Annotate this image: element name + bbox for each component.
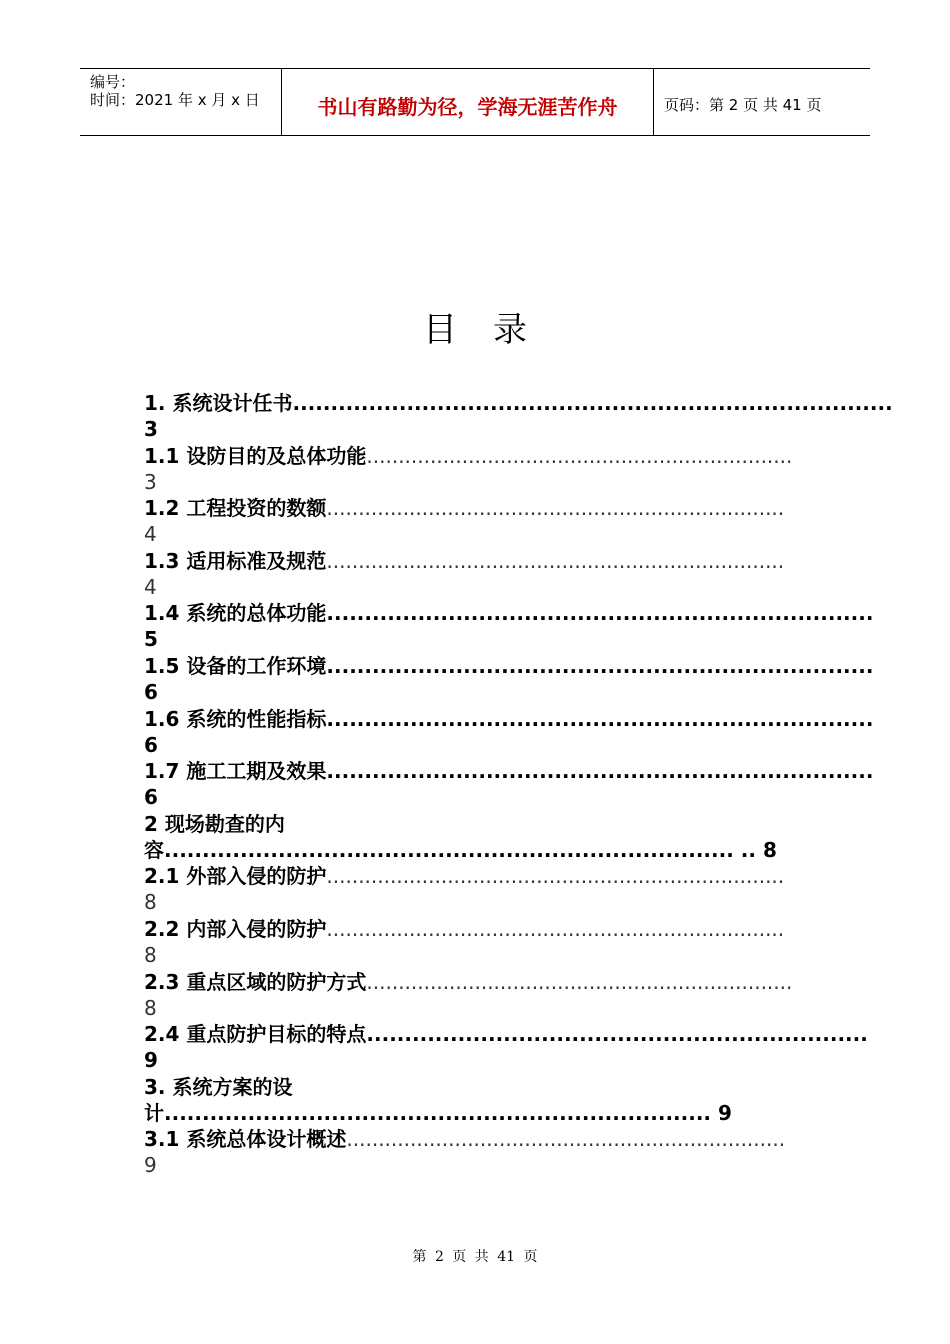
toc-entry[interactable] xyxy=(144,758,874,811)
toc-entry-title-line xyxy=(144,653,874,680)
toc-entry-title-line xyxy=(144,1074,796,1101)
toc-entry-label: 1.7 施工工期及效果 xyxy=(144,759,327,784)
toc-entry[interactable] xyxy=(144,390,893,443)
toc-entry-label: 2.3 重点区域的防护方式 xyxy=(144,969,367,994)
toc-entry-label: 1.3 适用标准及规范 xyxy=(144,548,327,573)
toc-entry-title-line xyxy=(144,706,874,733)
toc-entry[interactable] xyxy=(144,495,804,548)
toc-entry[interactable] xyxy=(144,600,874,653)
header-left-cell xyxy=(80,69,282,135)
toc-entry-leader-dots: ........................................................................ xyxy=(326,916,785,941)
toc-entry-page-number: 4 xyxy=(144,574,157,599)
toc-entry-label: 1.6 系统的性能指标 xyxy=(144,706,327,731)
header-middle-cell xyxy=(282,69,654,135)
toc-entry[interactable] xyxy=(144,706,874,759)
toc-entry-title-line xyxy=(144,969,796,996)
toc-entry-leader-dots: ................................................................... xyxy=(366,443,793,468)
toc-entry-leader-dots: ........................................................................ xyxy=(326,706,874,731)
toc-entry-label: 1. 系统设计任书 xyxy=(144,391,293,415)
toc-entry-page-number: 6 xyxy=(144,785,158,810)
toc-entry-page-number: 4 xyxy=(144,522,157,547)
header-right-cell xyxy=(654,69,870,135)
document-date: 时间：2021 年 x 月 x 日 xyxy=(90,91,260,109)
toc-entry-page-number: 9 xyxy=(144,1153,157,1178)
page-title: 目录 xyxy=(423,310,563,350)
toc-entry-title-line xyxy=(144,390,893,417)
toc-entry-leader-dots: ........................................................................ xyxy=(326,864,785,889)
toc-entry[interactable] xyxy=(144,1074,804,1127)
toc-entry[interactable] xyxy=(144,548,804,601)
toc-entry[interactable] xyxy=(144,916,804,969)
document-number: 编号： xyxy=(90,73,136,91)
toc-entry[interactable] xyxy=(144,863,804,916)
toc-entry-title-line xyxy=(144,863,796,890)
toc-entry-page-number: 3 xyxy=(144,417,158,441)
toc-entry-page-number: 8 xyxy=(144,942,157,967)
toc-entry-page-number: 6 xyxy=(144,679,158,704)
header-motto: 书山有路勤为径，学海无涯苦作舟 xyxy=(317,95,618,119)
toc-entry-label: 2 现场勘查的内 xyxy=(144,811,285,836)
toc-entry-label: 1.1 设防目的及总体功能 xyxy=(144,443,367,468)
toc-entry[interactable] xyxy=(144,653,874,706)
toc-entry[interactable] xyxy=(144,443,804,496)
toc-entry-label: 3.1 系统总体设计概述 xyxy=(144,1127,347,1152)
toc-entry-page-number: 5 xyxy=(144,627,158,652)
toc-entry-leader-dots: ................................................................... xyxy=(366,969,793,994)
toc-entry-title-line xyxy=(144,600,874,627)
toc-entry-label: 2.1 外部入侵的防护 xyxy=(144,864,327,889)
toc-entry-page-number: 9 xyxy=(144,1048,158,1073)
toc-entry-leader-dots: .................................................................. xyxy=(366,1022,868,1047)
toc-entry[interactable] xyxy=(144,811,804,864)
header-page-info: 页码：第 2 页 共 41 页 xyxy=(664,96,822,114)
toc-entry-page-number: 8 xyxy=(144,995,157,1020)
toc-entry-page-number: 3 xyxy=(144,469,157,494)
toc-entry-page-number: 计........................................................................ 9 xyxy=(144,1100,732,1125)
toc-entry-leader-dots: ........................................................................ xyxy=(326,496,785,521)
toc-entry-leader-dots: ........................................................................ xyxy=(326,601,874,626)
toc-entry-leader-dots: ........................................................................ xyxy=(326,548,785,573)
page-header xyxy=(80,68,870,136)
toc-entry[interactable] xyxy=(144,1126,804,1179)
toc-entry-title-line xyxy=(144,1021,868,1048)
toc-entry-title-line xyxy=(144,443,796,470)
toc-entry[interactable] xyxy=(144,969,804,1022)
table-of-contents xyxy=(144,390,893,1179)
toc-entry-leader-dots: ........................................................................ xyxy=(326,759,874,784)
toc-entry-page-number: 容........................................................................... .. 8 xyxy=(144,837,777,862)
toc-entry[interactable] xyxy=(144,1021,868,1074)
toc-entry-label: 2.2 内部入侵的防护 xyxy=(144,916,327,941)
toc-entry-page-number: 6 xyxy=(144,732,158,757)
toc-entry-label: 1.2 工程投资的数额 xyxy=(144,496,327,521)
toc-entry-title-line xyxy=(144,548,796,575)
toc-entry-leader-dots: ........................................................................ xyxy=(326,653,874,678)
toc-entry-title-line xyxy=(144,758,874,785)
toc-entry-leader-dots: ..................................................................... xyxy=(346,1127,786,1152)
toc-entry-label: 1.4 系统的总体功能 xyxy=(144,601,327,626)
toc-entry-label: 3. 系统方案的设 xyxy=(144,1074,293,1099)
toc-entry-leader-dots: ............................................................................... xyxy=(292,391,893,415)
toc-entry-page-number: 8 xyxy=(144,890,157,915)
toc-entry-label: 1.5 设备的工作环境 xyxy=(144,653,327,678)
toc-entry-title-line xyxy=(144,811,796,838)
page-footer: 第 2 页 共 41 页 xyxy=(412,1249,538,1265)
toc-entry-title-line xyxy=(144,916,796,943)
toc-entry-title-line xyxy=(144,1126,796,1153)
toc-entry-title-line xyxy=(144,495,796,522)
toc-entry-label: 2.4 重点防护目标的特点 xyxy=(144,1022,367,1047)
